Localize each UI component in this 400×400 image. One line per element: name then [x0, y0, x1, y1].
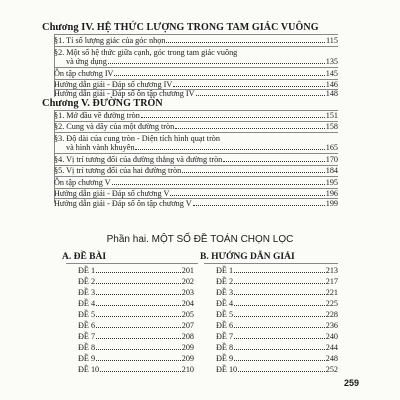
chapter-4-label: Chương IV. [42, 22, 95, 33]
toc-entry-page: 115 [326, 36, 338, 45]
leader-dots [96, 272, 181, 273]
exam-label: ĐỀ 8 [216, 343, 234, 352]
toc-entry[interactable] [54, 122, 338, 131]
leader-dots [114, 75, 324, 76]
toc-entry[interactable] [54, 48, 338, 66]
page-number: 259 [344, 378, 360, 388]
exam-item-b[interactable] [204, 299, 338, 308]
chapter-5-title: ĐƯỜNG TRÒN [92, 98, 163, 109]
toc-entry-page: 158 [325, 122, 338, 131]
leader-dots [96, 305, 181, 306]
exam-item-a[interactable] [66, 310, 194, 319]
leader-dots [234, 327, 325, 328]
leader-dots [96, 294, 181, 295]
toc-entry-title-continued: và ứng dụng [66, 57, 107, 66]
exam-item-b[interactable] [204, 343, 338, 352]
leader-dots [238, 371, 325, 372]
leader-dots [96, 338, 181, 339]
toc-entry-title: §2. Một số hệ thức giữa cạnh, góc trong tam giác vuông [54, 48, 238, 57]
exam-page: 240 [325, 332, 338, 341]
toc-entry-title: §2. Cung và dây của một đường tròn [54, 122, 175, 131]
toc-entry-title: Hướng dẫn giải - Đáp số chương V [54, 189, 170, 198]
exam-item-a[interactable] [66, 354, 194, 363]
exam-label: ĐỀ 3 [78, 288, 96, 297]
entry-divider [54, 132, 338, 133]
exam-item-b[interactable] [204, 332, 338, 341]
exam-page: 209 [181, 343, 194, 352]
exam-label: ĐỀ 6 [216, 321, 234, 330]
leader-dots [96, 283, 181, 284]
chapter-4-title: HỆ THỨC LƯỢNG TRONG TAM GIÁC VUÔNG [96, 22, 319, 33]
exam-label: ĐỀ 4 [78, 299, 96, 308]
exam-label: ĐỀ 1 [78, 266, 96, 275]
toc-entry[interactable] [54, 36, 338, 45]
toc-entry-title: Hướng dẫn giải - Đáp số chương IV [54, 80, 173, 89]
exam-label: ĐỀ 8 [78, 343, 96, 352]
column-a-heading: A. ĐỀ BÀI [62, 252, 107, 262]
toc-entry[interactable] [54, 199, 338, 208]
toc-entry-page: 146 [325, 80, 338, 89]
chapter-5-heading [42, 98, 340, 109]
leader-dots [96, 327, 181, 328]
exam-label: ĐỀ 9 [216, 354, 234, 363]
entry-divider [54, 67, 338, 68]
exam-page: 225 [325, 299, 338, 308]
toc-entry-page: 135 [325, 57, 338, 66]
leader-dots [234, 272, 325, 273]
toc-entry-title: §3. Độ dài của cung tròn - Diện tích hình quạt tròn [54, 134, 220, 143]
toc-entry[interactable] [54, 166, 338, 175]
toc-entry-title: §5. Vị trí tương đối của hai đường tròn [54, 166, 182, 175]
exam-label: ĐỀ 7 [216, 332, 234, 341]
chapter-4-heading [42, 22, 340, 33]
exam-item-b[interactable] [204, 288, 338, 297]
toc-entry-title: Ôn tập chương V [54, 178, 111, 187]
exam-page: 236 [325, 321, 338, 330]
entry-divider [54, 46, 338, 47]
exam-label: ĐỀ 2 [216, 277, 234, 286]
exam-page: 202 [181, 277, 194, 286]
leader-dots [112, 184, 325, 185]
toc-entry-page: 195 [325, 178, 338, 187]
exam-page: 213 [325, 266, 338, 275]
toc-entry[interactable] [54, 134, 338, 152]
leader-dots [182, 172, 325, 173]
exam-label: ĐỀ 4 [216, 299, 234, 308]
toc-entry[interactable] [54, 69, 338, 78]
leader-dots [234, 305, 325, 306]
exam-item-b[interactable] [204, 354, 338, 363]
exam-label: ĐỀ 9 [78, 354, 96, 363]
leader-dots [173, 86, 324, 87]
exam-item-a[interactable] [66, 266, 194, 275]
leader-dots [141, 117, 325, 118]
leader-dots [96, 316, 181, 317]
entry-divider [54, 153, 338, 154]
leader-dots [193, 205, 325, 206]
toc-entry-page: 199 [325, 199, 338, 208]
exam-label: ĐỀ 3 [216, 288, 234, 297]
toc-entry-title: Ôn tập chương IV [54, 69, 114, 78]
exam-page: 204 [181, 299, 194, 308]
exam-item-a[interactable] [66, 332, 194, 341]
leader-dots [100, 371, 181, 372]
leader-dots [234, 338, 325, 339]
toc-entry-title: Hướng dẫn giải - Đáp số ôn tập chương V [54, 199, 192, 208]
exam-item-a[interactable] [66, 288, 194, 297]
leader-dots [234, 349, 325, 350]
chapter-4-top-rule [54, 34, 338, 35]
toc-entry[interactable] [54, 89, 338, 98]
exam-page: 201 [181, 266, 194, 275]
exam-item-b[interactable] [204, 266, 338, 275]
leader-dots [234, 294, 325, 295]
leader-dots [96, 349, 181, 350]
toc-entry-title: Hướng dẫn giải - Đáp số ôn tập chương IV [54, 89, 195, 98]
toc-entry[interactable] [54, 80, 338, 89]
exam-label: ĐỀ 10 [78, 365, 100, 374]
leader-dots [170, 195, 324, 196]
exam-item-a[interactable] [66, 277, 194, 286]
chapter-5-label: Chương V. [42, 98, 90, 109]
exam-item-a[interactable] [66, 299, 194, 308]
toc-entry-title: §1. Mở đầu về đường tròn [54, 111, 140, 120]
toc-entry-page: 148 [325, 89, 338, 98]
exam-page: 210 [181, 365, 194, 374]
leader-dots [234, 360, 325, 361]
leader-dots [234, 316, 325, 317]
part-2-title: Phần hai. MỘT SỐ ĐỀ TOÁN CHỌN LỌC [106, 234, 294, 245]
toc-entry-page: 145 [325, 69, 338, 78]
exam-page: 248 [325, 354, 338, 363]
toc-entry-title: §4. Vị trí tương đối của đường thẳng và đường tròn [54, 155, 223, 164]
leader-dots [234, 283, 325, 284]
exam-item-a[interactable] [66, 321, 194, 330]
exam-label: ĐỀ 5 [78, 310, 96, 319]
exam-item-a[interactable] [66, 343, 194, 352]
toc-entry-page: 196 [325, 189, 338, 198]
exam-label: ĐỀ 7 [78, 332, 96, 341]
column-a-rule [66, 263, 198, 264]
leader-dots [175, 128, 325, 129]
exam-label: ĐỀ 1 [216, 266, 234, 275]
exam-label: ĐỀ 10 [216, 365, 238, 374]
exam-page: 207 [181, 321, 194, 330]
toc-entry-page: 165 [325, 143, 338, 152]
toc-entry-title: §1. Tỉ số lượng giác của góc nhọn [54, 36, 166, 45]
exam-page: 217 [325, 277, 338, 286]
exam-page: 244 [325, 343, 338, 352]
column-b-heading: B. HƯỚNG DẪN GIẢI [200, 252, 295, 262]
exam-item-b[interactable] [204, 277, 338, 286]
toc-entry-page: 170 [325, 155, 338, 164]
leader-dots [135, 149, 324, 150]
entry-divider [54, 176, 338, 177]
toc-entry-page: 184 [325, 166, 338, 175]
exam-item-a[interactable] [66, 365, 194, 374]
exam-page: 203 [181, 288, 194, 297]
column-b-rule [204, 263, 338, 264]
exam-page: 205 [181, 310, 194, 319]
exam-page: 208 [181, 332, 194, 341]
leader-dots [166, 42, 325, 43]
exam-label: ĐỀ 2 [78, 277, 96, 286]
leader-dots [96, 360, 181, 361]
toc-entry-page: 151 [325, 111, 338, 120]
toc-entry[interactable] [54, 189, 338, 198]
exam-label: ĐỀ 6 [78, 321, 96, 330]
toc-entry[interactable] [54, 155, 338, 164]
leader-dots [223, 161, 324, 162]
exam-page: 209 [181, 354, 194, 363]
exam-item-b[interactable] [204, 365, 338, 374]
exam-item-b[interactable] [204, 310, 338, 319]
toc-entry[interactable] [54, 178, 338, 187]
exam-item-b[interactable] [204, 321, 338, 330]
toc-entry-title-continued: và hình vành khuyên [66, 143, 135, 152]
exam-page: 252 [325, 365, 338, 374]
exam-page: 228 [325, 310, 338, 319]
exam-page: 221 [325, 288, 338, 297]
toc-entry[interactable] [54, 111, 338, 120]
exam-label: ĐỀ 5 [216, 310, 234, 319]
leader-dots [108, 63, 325, 64]
leader-dots [196, 95, 325, 96]
